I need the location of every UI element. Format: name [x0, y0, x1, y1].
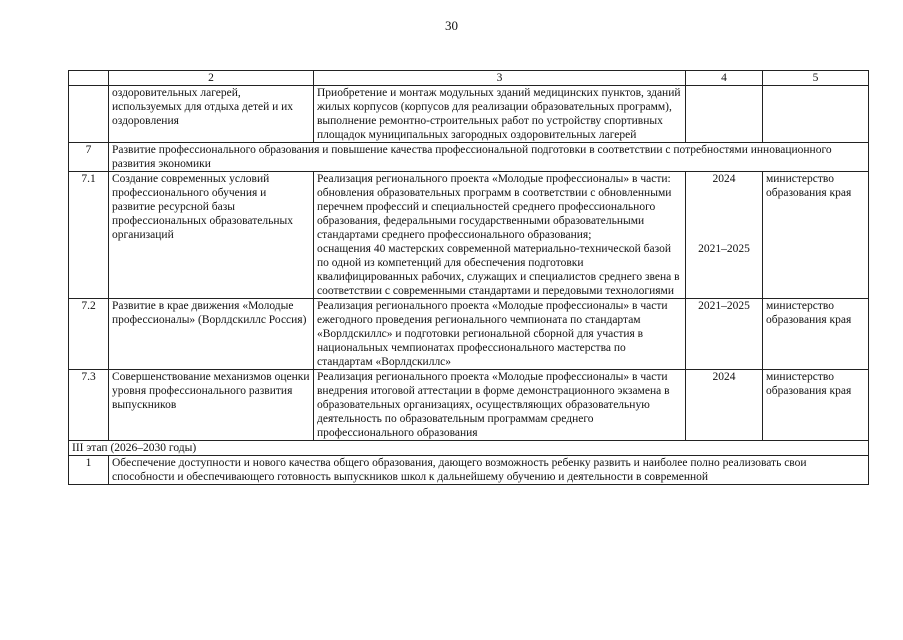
- stage-row: [69, 441, 869, 456]
- activity-description: Приобретение и монтаж модульных зданий медицинских пунктов, зданий жилых корпусов (корпусов для реализации образовательных программ), выполнение ремонтно-строительных работ по устройству спортивных площадок муниципальных загородных оздоровительных лагерей: [314, 86, 686, 143]
- activity-name: Развитие в крае движения «Молодые профессионалы» (Ворлдскиллс Россия): [109, 299, 314, 370]
- section-number: 7: [69, 143, 109, 172]
- row-number: 7.1: [69, 172, 109, 299]
- year-value: 2024: [712, 173, 736, 185]
- table-row: [69, 370, 869, 441]
- program-table: [68, 70, 869, 485]
- section-row: [69, 456, 869, 485]
- activity-description: Реализация регионального проекта «Молодые профессионалы» в части внедрения итоговой аттестации в форме демонстрационного экзамена в образовательных организациях, осуществляющих образовательную деятельность по образовательным программам среднего профессионального образования: [314, 370, 686, 441]
- activity-year: 2024: [686, 370, 763, 441]
- activity-name: оздоровительных лагерей, используемых для отдыха детей и их оздоровления: [109, 86, 314, 143]
- section-row: [69, 143, 869, 172]
- header-col-2: 2: [109, 71, 314, 86]
- description-part: оснащения 40 мастерских современной материально-технической базой по одной из компетенций для обеспечения подготовки квалифицированных рабочих, служащих и специалистов среднего звена в соответствии с современными стандартами и передовыми технологиями: [317, 243, 680, 297]
- table-row: [69, 172, 869, 299]
- description-part: обновления образовательных программ в соответствии с обновленными перечнем профессий и специальностей среднего профессионального образования, федеральными государственными образовательными стандартами среднего профессионального образования;: [317, 187, 672, 241]
- section-title: Развитие профессионального образования и повышение качества профессиональной подготовки в соответствии с потребностями инновационного развития экономики: [109, 143, 869, 172]
- activity-responsible: министерство образования края: [763, 299, 869, 370]
- header-col-4: 4: [686, 71, 763, 86]
- activity-responsible: министерство образования края: [763, 370, 869, 441]
- row-number: 7.3: [69, 370, 109, 441]
- header-col-3: 3: [314, 71, 686, 86]
- header-col-5: 5: [763, 71, 869, 86]
- table-row: [69, 299, 869, 370]
- activity-year: [686, 172, 763, 299]
- section-number: 1: [69, 456, 109, 485]
- stage-title: III этап (2026–2030 годы): [69, 441, 869, 456]
- year-value: 2021–2025: [698, 243, 750, 255]
- activity-name: Совершенствование механизмов оценки уровня профессионального развития выпускников: [109, 370, 314, 441]
- activity-year: 2021–2025: [686, 299, 763, 370]
- activity-name: Создание современных условий профессионального обучения и развитие ресурсной базы профессиональных образовательных организаций: [109, 172, 314, 299]
- page-number: 30: [445, 18, 458, 33]
- activity-responsible: министерство образования края: [763, 172, 869, 299]
- description-part: Реализация регионального проекта «Молодые профессионалы» в части:: [317, 173, 671, 185]
- header-col-1: [69, 71, 109, 86]
- activity-year: [686, 86, 763, 143]
- row-number: 7.2: [69, 299, 109, 370]
- year-spacer: [689, 186, 759, 242]
- activity-responsible: [763, 86, 869, 143]
- row-number: [69, 86, 109, 143]
- table-row: [69, 86, 869, 143]
- header-row: [69, 71, 869, 86]
- section-title: Обеспечение доступности и нового качества общего образования, дающего возможность ребенку развить и наиболее полно реализовать свои способности и обеспечивающего готовность выпускников школ к дальнейшему обучению и деятельности в современной: [109, 456, 869, 485]
- activity-description: [314, 172, 686, 299]
- activity-description: Реализация регионального проекта «Молодые профессионалы» в части ежегодного проведения регионального чемпионата по стандартам «Ворлдскиллс» и подготовки региональной сборной для участия в национальных чемпионатах профессионального мастерства по стандартам «Ворлдскиллс»: [314, 299, 686, 370]
